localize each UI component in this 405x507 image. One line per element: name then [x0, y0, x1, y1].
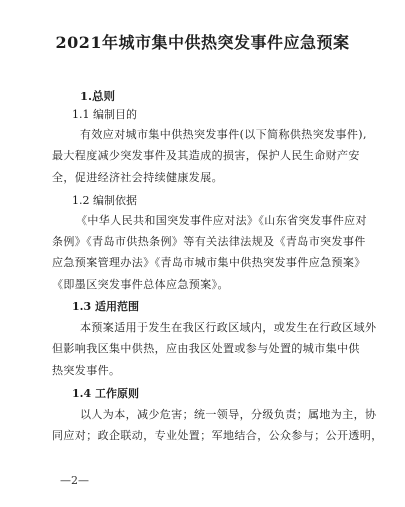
paragraph-line: 《即墨区突发事件总体应急预案》。	[52, 278, 229, 291]
section-1-heading: 1.总则	[80, 89, 116, 103]
paragraph-line: 有效应对城市集中供热突发事件(以下简称供热突发事件),	[80, 128, 367, 141]
page-number: —2—	[60, 474, 89, 487]
section-1-4-heading: 1.4 工作原则	[72, 387, 139, 400]
paragraph-line: 同应对；政企联动，专业处置；军地结合，公众参与；公开透明，	[52, 429, 383, 442]
paragraph-line: 但影响我区集中供热，应由我区处置或参与处置的城市集中供	[52, 342, 360, 355]
paragraph-line: 应急预案管理办法》《青岛市城市集中供热突发事件应急预案》	[52, 256, 366, 269]
section-1-3-heading: 1.3 适用范围	[72, 300, 139, 313]
paragraph-line: 全，促进经济社会持续健康发展。	[52, 171, 223, 184]
section-1-1-heading: 1.1 编制目的	[72, 108, 137, 121]
paragraph-line: 热突发事件。	[52, 364, 121, 377]
section-1-2-heading: 1.2 编制依据	[72, 194, 137, 207]
paragraph-line: 《中华人民共和国突发事件应对法》《山东省突发事件应对	[76, 214, 367, 227]
paragraph-line: 条例》《青岛市供热条例》等有关法律法规及《青岛市突发事件	[52, 235, 366, 248]
paragraph-line: 最大程度减少突发事件及其造成的损害，保护人民生命财产安	[52, 149, 360, 162]
document-title: 2021年城市集中供热突发事件应急预案	[55, 33, 350, 52]
paragraph-line: 以人为本，减少危害；统一领导，分级负责；属地为主，协	[80, 408, 377, 421]
paragraph-line: 本预案适用于发生在我区行政区域内，或发生在行政区域外	[80, 321, 377, 334]
